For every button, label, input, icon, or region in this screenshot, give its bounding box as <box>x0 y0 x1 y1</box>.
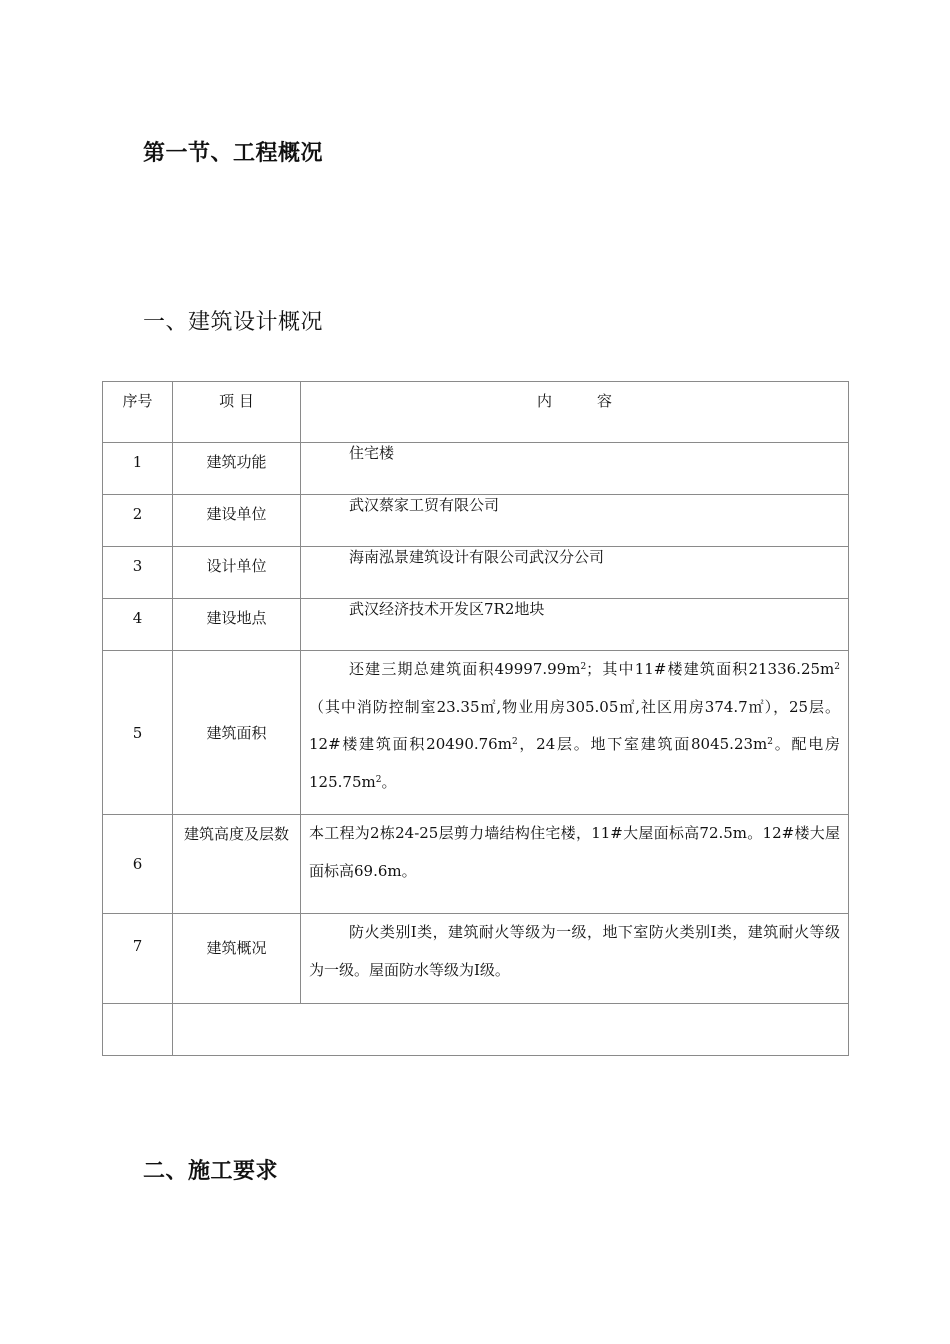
empty-cell <box>173 1004 849 1056</box>
header-no: 序号 <box>122 392 153 410</box>
row-content: 还建三期总建筑面积$49997.99m^2$；其中11#楼建筑面积$21336.25m^2$（其中消防控制室23.35㎡,物业用房305.05㎡,社区用房374.7㎡），25层。12#楼建筑面积$20490.76m^2$，24层。地下室建筑面$8045.23m^2$。配电房$125.75m^2$。 <box>309 660 840 791</box>
row-content: 海南泓景建筑设计有限公司武汉分公司 <box>349 548 605 566</box>
table-row <box>103 443 849 495</box>
table-row <box>103 815 849 914</box>
subsection-title-construction: 二、施工要求 <box>143 1159 279 1184</box>
header-item: 项 目 <box>219 392 254 410</box>
row-item: 建筑功能 <box>206 453 267 471</box>
row-item: 设计单位 <box>206 557 267 575</box>
table-row <box>103 495 849 547</box>
row-content: 武汉蔡家工贸有限公司 <box>349 496 500 514</box>
section-title: 第一节、工程概况 <box>143 141 324 166</box>
row-content: 武汉经济技术开发区7R2地块 <box>349 600 545 618</box>
row-item: 建设地点 <box>206 609 267 627</box>
row-item: 建筑概况 <box>206 939 267 957</box>
row-content: 住宅楼 <box>349 444 395 462</box>
row-no: 4 <box>132 609 143 627</box>
row-no: 2 <box>132 505 143 523</box>
row-no: 5 <box>132 723 143 742</box>
row-item: 建筑面积 <box>206 724 267 742</box>
empty-cell <box>103 1004 173 1056</box>
row-no: 3 <box>132 557 143 575</box>
table-row <box>103 599 849 651</box>
design-overview-table <box>102 381 849 1056</box>
table-row <box>103 651 849 815</box>
row-no: 7 <box>132 937 143 955</box>
table-row <box>103 914 849 1004</box>
header-content: 内 容 <box>536 392 612 410</box>
table-row <box>103 547 849 599</box>
table-header-row <box>103 382 849 443</box>
row-no: 1 <box>132 453 143 471</box>
row-content: 本工程为2栋24-25层剪力墙结构住宅楼，11#大屋面标高72.5m。12#楼大屋面标高69.6m。 <box>309 824 840 880</box>
row-item: 建筑高度及层数 <box>183 825 289 843</box>
row-no: 6 <box>132 855 143 873</box>
subsection-title-design: 一、建筑设计概况 <box>143 310 324 335</box>
table-row-empty <box>103 1004 849 1056</box>
row-content: 防火类别Ⅰ类，建筑耐火等级为一级，地下室防火类别Ⅰ类，建筑耐火等级为一级。屋面防水等级为Ⅰ级。 <box>309 923 840 979</box>
row-item: 建设单位 <box>206 505 267 523</box>
